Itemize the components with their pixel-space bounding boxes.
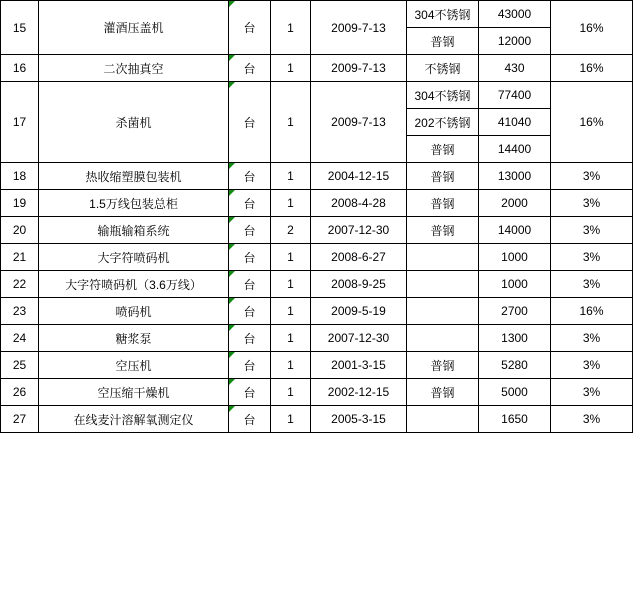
cell-unit-label: 台 <box>243 304 256 319</box>
table-row <box>1 244 633 271</box>
cell-unit[interactable] <box>229 82 271 163</box>
cell-quantity[interactable]: 1 <box>271 352 311 379</box>
table-row <box>1 82 633 109</box>
cell-tax-rate[interactable]: 3% <box>551 190 633 217</box>
cell-tax-rate[interactable]: 16% <box>551 1 633 55</box>
cell-equipment-name[interactable]: 热收缩塑膜包装机 <box>39 163 229 190</box>
cell-date[interactable]: 2009-7-13 <box>311 82 407 163</box>
cell-tax-rate[interactable]: 3% <box>551 271 633 298</box>
cell-comment-marker-icon <box>229 190 235 196</box>
cell-equipment-name[interactable]: 在线麦汁溶解氧测定仪 <box>39 406 229 433</box>
cell-unit[interactable] <box>229 163 271 190</box>
cell-date[interactable]: 2009-7-13 <box>311 1 407 55</box>
table-row <box>1 55 633 82</box>
cell-tax-rate[interactable]: 16% <box>551 298 633 325</box>
cell-equipment-name[interactable]: 空压机 <box>39 352 229 379</box>
cell-unit-label: 台 <box>243 277 256 292</box>
cell-comment-marker-icon <box>229 406 235 412</box>
cell-quantity[interactable]: 2 <box>271 217 311 244</box>
cell-date[interactable]: 2005-3-15 <box>311 406 407 433</box>
cell-unit[interactable] <box>229 325 271 352</box>
cell-comment-marker-icon <box>229 217 235 223</box>
cell-quantity[interactable]: 1 <box>271 325 311 352</box>
cell-unit[interactable] <box>229 190 271 217</box>
cell-material[interactable]: 普钢 <box>407 136 479 163</box>
cell-date[interactable]: 2009-7-13 <box>311 55 407 82</box>
cell-material[interactable] <box>407 244 479 271</box>
cell-serial-number[interactable]: 20 <box>1 217 39 244</box>
cell-equipment-name[interactable]: 喷码机 <box>39 298 229 325</box>
cell-date[interactable]: 2008-6-27 <box>311 244 407 271</box>
table-row <box>1 190 633 217</box>
cell-equipment-name[interactable]: 灌酒压盖机 <box>39 1 229 55</box>
cell-tax-rate[interactable]: 3% <box>551 163 633 190</box>
table-row <box>1 163 633 190</box>
cell-serial-number[interactable]: 21 <box>1 244 39 271</box>
table-row <box>1 325 633 352</box>
cell-quantity[interactable]: 1 <box>271 82 311 163</box>
table-row <box>1 379 633 406</box>
cell-date[interactable]: 2009-5-19 <box>311 298 407 325</box>
cell-material[interactable]: 不锈钢 <box>407 55 479 82</box>
cell-date[interactable]: 2008-9-25 <box>311 271 407 298</box>
cell-tax-rate[interactable]: 3% <box>551 325 633 352</box>
cell-amount[interactable]: 77400 <box>479 82 551 109</box>
table-row <box>1 217 633 244</box>
cell-serial-number[interactable]: 25 <box>1 352 39 379</box>
cell-material[interactable]: 304不锈钢 <box>407 82 479 109</box>
cell-unit-label: 台 <box>243 169 256 184</box>
cell-material[interactable]: 普钢 <box>407 217 479 244</box>
cell-amount[interactable]: 5000 <box>479 379 551 406</box>
cell-unit-label: 台 <box>243 21 256 35</box>
cell-date[interactable]: 2007-12-30 <box>311 325 407 352</box>
cell-quantity[interactable]: 1 <box>271 379 311 406</box>
cell-unit-label: 台 <box>243 385 256 400</box>
cell-tax-rate[interactable]: 16% <box>551 55 633 82</box>
cell-unit[interactable] <box>229 1 271 55</box>
cell-material[interactable]: 普钢 <box>407 352 479 379</box>
table-row <box>1 406 633 433</box>
cell-serial-number[interactable]: 17 <box>1 82 39 163</box>
cell-comment-marker-icon <box>229 163 235 169</box>
cell-amount[interactable]: 43000 <box>479 1 551 28</box>
cell-tax-rate[interactable]: 3% <box>551 217 633 244</box>
cell-unit-label: 台 <box>243 250 256 265</box>
cell-equipment-name[interactable]: 输瓶输箱系统 <box>39 217 229 244</box>
cell-amount[interactable]: 5280 <box>479 352 551 379</box>
cell-material[interactable]: 普钢 <box>407 190 479 217</box>
cell-tax-rate[interactable]: 3% <box>551 352 633 379</box>
cell-unit-label: 台 <box>243 223 256 238</box>
cell-quantity[interactable]: 1 <box>271 163 311 190</box>
cell-unit-label: 台 <box>243 196 256 211</box>
cell-quantity[interactable]: 1 <box>271 55 311 82</box>
cell-material[interactable]: 普钢 <box>407 28 479 55</box>
cell-date[interactable]: 2002-12-15 <box>311 379 407 406</box>
cell-unit-label: 台 <box>243 331 256 346</box>
cell-amount[interactable]: 13000 <box>479 163 551 190</box>
cell-unit-label: 台 <box>243 115 256 130</box>
cell-amount[interactable]: 41040 <box>479 109 551 136</box>
cell-tax-rate[interactable]: 16% <box>551 82 633 163</box>
cell-unit[interactable] <box>229 244 271 271</box>
cell-material[interactable] <box>407 325 479 352</box>
cell-material[interactable] <box>407 298 479 325</box>
table-row <box>1 298 633 325</box>
cell-serial-number[interactable]: 22 <box>1 271 39 298</box>
cell-material[interactable] <box>407 406 479 433</box>
cell-amount[interactable]: 2700 <box>479 298 551 325</box>
cell-unit[interactable] <box>229 298 271 325</box>
cell-unit[interactable] <box>229 352 271 379</box>
cell-quantity[interactable]: 1 <box>271 406 311 433</box>
table-row <box>1 352 633 379</box>
cell-quantity[interactable]: 1 <box>271 271 311 298</box>
cell-comment-marker-icon <box>229 1 235 7</box>
cell-unit-label: 台 <box>243 412 256 427</box>
cell-equipment-name[interactable]: 空压缩干燥机 <box>39 379 229 406</box>
cell-comment-marker-icon <box>229 271 235 277</box>
cell-unit[interactable] <box>229 406 271 433</box>
cell-unit[interactable] <box>229 379 271 406</box>
cell-equipment-name[interactable]: 大字符喷码机（3.6万线） <box>39 271 229 298</box>
cell-comment-marker-icon <box>229 298 235 304</box>
cell-equipment-name[interactable]: 1.5万线包装总柜 <box>39 190 229 217</box>
cell-date[interactable]: 2004-12-15 <box>311 163 407 190</box>
cell-comment-marker-icon <box>229 379 235 385</box>
cell-quantity[interactable]: 1 <box>271 244 311 271</box>
cell-amount[interactable]: 430 <box>479 55 551 82</box>
cell-serial-number[interactable]: 24 <box>1 325 39 352</box>
cell-amount[interactable]: 1650 <box>479 406 551 433</box>
cell-unit[interactable] <box>229 271 271 298</box>
cell-serial-number[interactable]: 27 <box>1 406 39 433</box>
cell-unit-label: 台 <box>243 61 256 76</box>
cell-quantity[interactable]: 1 <box>271 298 311 325</box>
cell-comment-marker-icon <box>229 244 235 250</box>
cell-unit[interactable] <box>229 217 271 244</box>
cell-material[interactable]: 304不锈钢 <box>407 1 479 28</box>
cell-amount[interactable]: 14400 <box>479 136 551 163</box>
cell-material[interactable]: 202不锈钢 <box>407 109 479 136</box>
cell-serial-number[interactable]: 23 <box>1 298 39 325</box>
cell-quantity[interactable]: 1 <box>271 1 311 55</box>
cell-serial-number[interactable]: 16 <box>1 55 39 82</box>
cell-equipment-name[interactable]: 大字符喷码机 <box>39 244 229 271</box>
cell-quantity[interactable]: 1 <box>271 190 311 217</box>
cell-equipment-name[interactable]: 杀菌机 <box>39 82 229 163</box>
table-row <box>1 1 633 28</box>
cell-amount[interactable]: 1300 <box>479 325 551 352</box>
cell-serial-number[interactable]: 18 <box>1 163 39 190</box>
cell-equipment-name[interactable]: 糖浆泵 <box>39 325 229 352</box>
cell-amount[interactable]: 2000 <box>479 190 551 217</box>
cell-comment-marker-icon <box>229 352 235 358</box>
cell-unit-label: 台 <box>243 358 256 373</box>
table-row <box>1 271 633 298</box>
cell-unit[interactable] <box>229 55 271 82</box>
cell-comment-marker-icon <box>229 325 235 331</box>
cell-material[interactable]: 普钢 <box>407 163 479 190</box>
cell-tax-rate[interactable]: 3% <box>551 406 633 433</box>
cell-comment-marker-icon <box>229 55 235 61</box>
cell-date[interactable]: 2007-12-30 <box>311 217 407 244</box>
cell-amount[interactable]: 1000 <box>479 244 551 271</box>
cell-date[interactable]: 2008-4-28 <box>311 190 407 217</box>
cell-serial-number[interactable]: 19 <box>1 190 39 217</box>
cell-date[interactable]: 2001-3-15 <box>311 352 407 379</box>
cell-material[interactable] <box>407 271 479 298</box>
cell-amount[interactable]: 14000 <box>479 217 551 244</box>
cell-equipment-name[interactable]: 二次抽真空 <box>39 55 229 82</box>
cell-comment-marker-icon <box>229 82 235 88</box>
cell-amount[interactable]: 12000 <box>479 28 551 55</box>
cell-tax-rate[interactable]: 3% <box>551 244 633 271</box>
cell-tax-rate[interactable]: 3% <box>551 379 633 406</box>
cell-material[interactable]: 普钢 <box>407 379 479 406</box>
cell-amount[interactable]: 1000 <box>479 271 551 298</box>
cell-serial-number[interactable]: 15 <box>1 1 39 55</box>
cell-serial-number[interactable]: 26 <box>1 379 39 406</box>
